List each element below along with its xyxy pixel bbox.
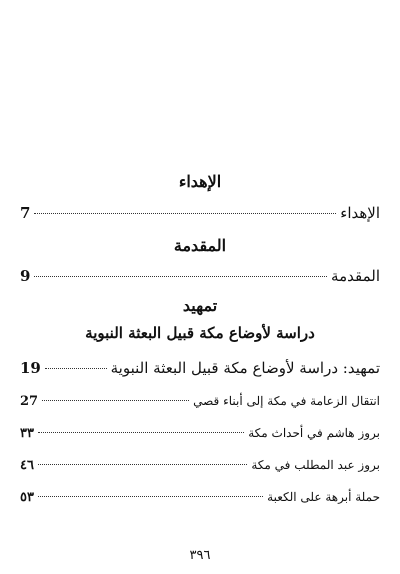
toc-entry-preface[interactable]	[20, 359, 380, 377]
toc-entry-hashim[interactable]	[20, 426, 380, 441]
page-number: ٣٩٦	[189, 548, 211, 563]
toc-entry-title: حملة أبرهة على الكعبة	[267, 490, 380, 504]
toc-entry-title: تمهيد: دراسة لأوضاع مكة قبيل البعثة النبوية	[110, 359, 380, 377]
toc-entry-page: ٥٣	[20, 490, 34, 505]
toc-entry-page: 9	[20, 267, 31, 285]
toc-entry-qusay[interactable]	[20, 394, 380, 409]
section-heading-preface: تمهيد	[182, 296, 218, 315]
toc-entry-abraha[interactable]	[20, 490, 380, 505]
section-subheading-preface: دراسة لأوضاع مكة قبيل البعثة النبوية	[85, 324, 315, 342]
dot-leader	[34, 276, 327, 277]
dot-leader	[34, 213, 336, 214]
dot-leader	[38, 496, 263, 497]
dot-leader	[45, 368, 107, 369]
toc-entry-page: 7	[20, 204, 31, 222]
toc-entry-page: 19	[20, 359, 41, 377]
toc-entry-dedication[interactable]	[20, 204, 380, 222]
toc-entry-title: الإهداء	[340, 204, 380, 222]
dot-leader	[42, 400, 189, 401]
section-heading-dedication: الإهداء	[178, 172, 222, 191]
section-heading-introduction: المقدمة	[173, 236, 227, 255]
toc-entry-abdulmuttalib[interactable]	[20, 458, 380, 473]
toc-entry-page: ٣٣	[20, 426, 34, 441]
toc-entry-title: بروز هاشم في أحداث مكة	[248, 426, 380, 440]
toc-entry-title: المقدمة	[331, 267, 380, 285]
toc-entry-title: انتقال الزعامة في مكة إلى أبناء قصي	[193, 394, 380, 408]
toc-entry-title: بروز عبد المطلب في مكة	[251, 458, 380, 472]
dot-leader	[38, 464, 247, 465]
toc-entry-page: 27	[20, 394, 39, 409]
toc-entry-page: ٤٦	[20, 458, 34, 473]
dot-leader	[38, 432, 244, 433]
toc-entry-introduction[interactable]	[20, 267, 380, 285]
